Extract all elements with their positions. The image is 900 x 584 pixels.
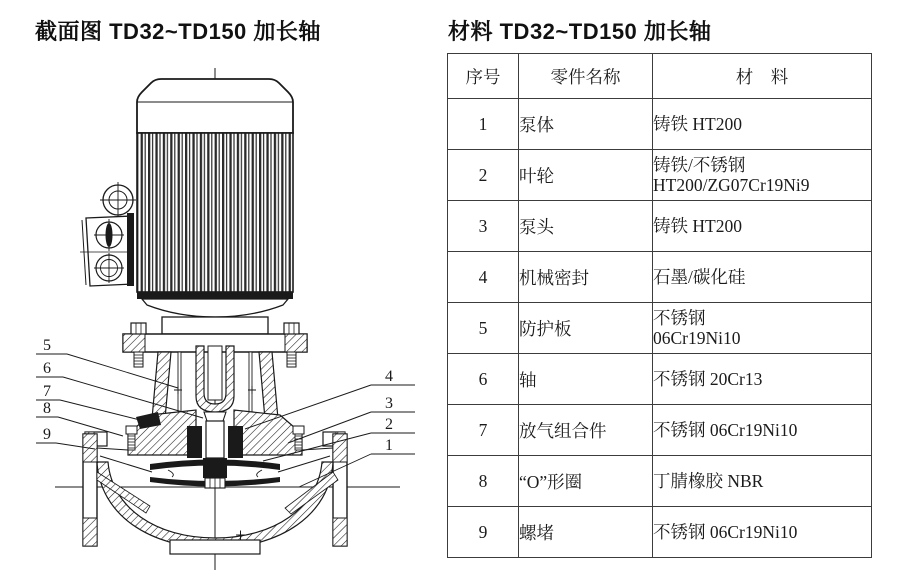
callout-9: 9 <box>43 426 51 443</box>
materials-table <box>447 53 872 558</box>
table-header-row <box>448 54 872 99</box>
cell-name: 防护板 <box>519 303 653 354</box>
header-material: 材 料 <box>653 54 872 99</box>
table-row <box>448 150 872 201</box>
impeller <box>150 458 280 488</box>
material-line: 不锈钢 20Cr13 <box>653 368 763 389</box>
cell-no: 1 <box>448 99 519 150</box>
cell-no: 3 <box>448 201 519 252</box>
callout-4: 4 <box>385 368 393 385</box>
material-line: HT200/ZG07Cr19Ni9 <box>653 175 810 195</box>
motor-fan-cover <box>137 79 293 133</box>
cell-material <box>653 354 872 405</box>
cell-material <box>653 99 872 150</box>
table-row <box>448 456 872 507</box>
material-line: 不锈钢 06Cr19Ni10 <box>653 521 798 542</box>
callout-3: 3 <box>385 395 393 412</box>
cell-name: 泵体 <box>519 99 653 150</box>
table-row <box>448 405 872 456</box>
materials-table-container <box>447 53 871 558</box>
flange-bolt-right <box>284 323 299 334</box>
cell-name: 泵头 <box>519 201 653 252</box>
material-line: 丁腈橡胶 NBR <box>653 470 764 491</box>
cell-no: 9 <box>448 507 519 558</box>
header-no: 序号 <box>448 54 519 99</box>
callout-7: 7 <box>43 383 51 400</box>
table-row <box>448 99 872 150</box>
cell-no: 2 <box>448 150 519 201</box>
material-line: 06Cr19Ni10 <box>653 328 741 348</box>
cell-material <box>653 456 872 507</box>
materials-title: 材料 TD32~TD150 加长轴 <box>448 19 712 44</box>
table-row <box>448 201 872 252</box>
cell-material <box>653 201 872 252</box>
table-row <box>448 507 872 558</box>
cell-name: “O”形圈 <box>519 456 653 507</box>
cell-material <box>653 405 872 456</box>
material-line: 不锈钢 06Cr19Ni10 <box>653 419 798 440</box>
callout-5: 5 <box>43 337 51 354</box>
cell-name: 放气组合件 <box>519 405 653 456</box>
cell-no: 5 <box>448 303 519 354</box>
material-line: 铸铁/不锈钢 <box>653 154 746 175</box>
cell-name: 螺堵 <box>519 507 653 558</box>
header-name: 零件名称 <box>519 54 653 99</box>
material-line: 不锈钢 <box>653 307 706 328</box>
table-row <box>448 252 872 303</box>
terminal-box <box>80 182 136 286</box>
cell-name: 机械密封 <box>519 252 653 303</box>
cell-no: 4 <box>448 252 519 303</box>
cell-material <box>653 252 872 303</box>
section-view-title: 截面图 TD32~TD150 加长轴 <box>35 19 321 44</box>
table-row <box>448 354 872 405</box>
cell-name: 轴 <box>519 354 653 405</box>
cell-name: 叶轮 <box>519 150 653 201</box>
cell-no: 7 <box>448 405 519 456</box>
cell-no: 8 <box>448 456 519 507</box>
callout-6: 6 <box>43 360 51 377</box>
callout-8: 8 <box>43 400 51 417</box>
pump-shaft <box>206 421 224 458</box>
cell-material <box>653 507 872 558</box>
material-line: 铸铁 HT200 <box>653 113 742 134</box>
cell-material <box>653 150 872 201</box>
cell-material <box>653 303 872 354</box>
callout-1: 1 <box>385 437 393 454</box>
material-line: 铸铁 HT200 <box>653 215 742 236</box>
material-line: 石墨/碳化硅 <box>653 266 746 287</box>
cell-no: 6 <box>448 354 519 405</box>
flange-bolt-left <box>131 323 146 334</box>
callout-2: 2 <box>385 416 393 433</box>
table-row <box>448 303 872 354</box>
motor-body <box>137 133 293 334</box>
